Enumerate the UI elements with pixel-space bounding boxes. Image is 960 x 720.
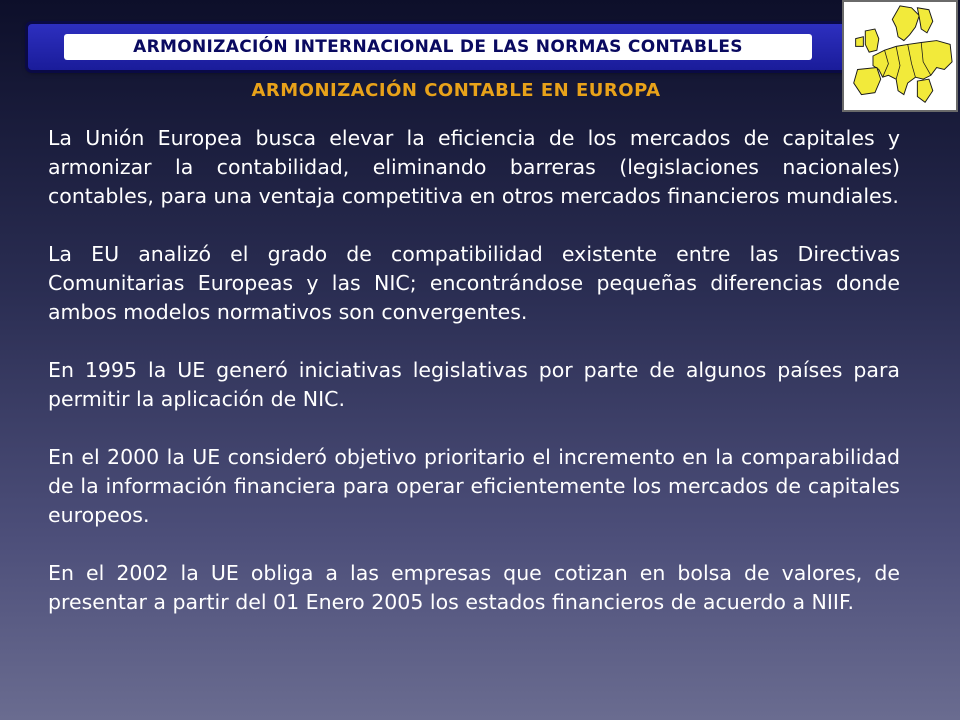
title-banner-inner bbox=[64, 34, 812, 60]
paragraph-1995: En 1995 la UE generó iniciativas legislativas por parte de algunos países para permitir la aplicación de NIC. bbox=[48, 358, 900, 411]
slide-title: ARMONIZACIÓN INTERNACIONAL DE LAS NORMAS CONTABLES bbox=[133, 37, 743, 57]
slide-subtitle: ARMONIZACIÓN CONTABLE EN EUROPA bbox=[251, 80, 661, 101]
paragraph-2000: En el 2000 la UE consideró objetivo prioritario el incremento en la comparabilidad de la información financiera para operar eficientemente los mercados de capitales europeos. bbox=[48, 445, 900, 527]
paragraph-2002: En el 2002 la UE obliga a las empresas que cotizan en bolsa de valores, de presentar a partir del 01 Enero 2005 los estados financieros de acuerdo a NIIF. bbox=[48, 561, 900, 614]
paragraph-eu-goals: La Unión Europea busca elevar la eficiencia de los mercados de capitales y armonizar la contabilidad, eliminando barreras (legislaciones nacionales) contables, para una ventaja competitiva en otros mercados financieros mundiales. bbox=[48, 126, 900, 208]
title-banner bbox=[28, 24, 848, 70]
slide-body bbox=[48, 124, 900, 646]
paragraph-compatibility: La EU analizó el grado de compatibilidad existente entre las Directivas Comunitarias Europeas y las NIC; encontrándose pequeñas diferencias donde ambos modelos normativos son convergentes. bbox=[48, 242, 900, 324]
